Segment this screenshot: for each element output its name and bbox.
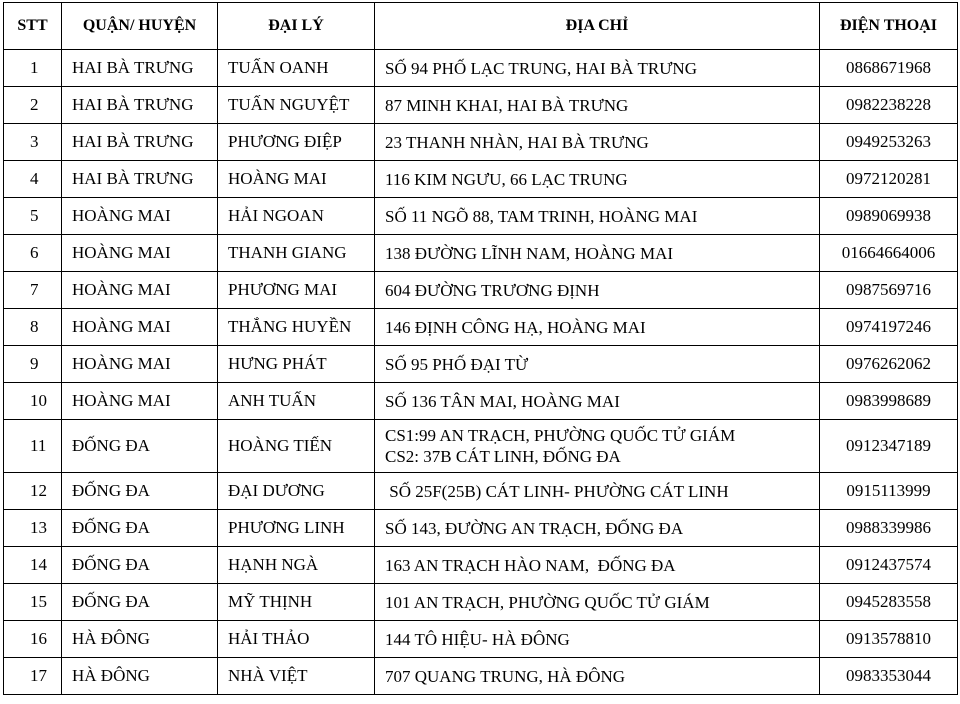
row-agent: HOÀNG TIẾN xyxy=(218,420,375,473)
row-phone: 0974197246 xyxy=(820,309,958,346)
row-phone: 0988339986 xyxy=(820,510,958,547)
row-stt: 3 xyxy=(4,124,62,161)
row-district: ĐỐNG ĐA xyxy=(62,473,218,510)
row-district: HOÀNG MAI xyxy=(62,198,218,235)
row-district: HOÀNG MAI xyxy=(62,346,218,383)
row-district: HOÀNG MAI xyxy=(62,309,218,346)
header-address: ĐỊA CHỈ xyxy=(375,3,820,50)
row-district: ĐỐNG ĐA xyxy=(62,584,218,621)
row-agent: ĐẠI DƯƠNG xyxy=(218,473,375,510)
row-phone: 0868671968 xyxy=(820,50,958,87)
row-agent: HẢI THẢO xyxy=(218,621,375,658)
row-phone: 0972120281 xyxy=(820,161,958,198)
row-stt: 8 xyxy=(4,309,62,346)
table-row xyxy=(4,124,958,161)
row-stt: 5 xyxy=(4,198,62,235)
row-phone: 0976262062 xyxy=(820,346,958,383)
row-phone: 0912437574 xyxy=(820,547,958,584)
row-address xyxy=(375,309,820,346)
row-agent: PHƯƠNG MAI xyxy=(218,272,375,309)
row-agent: HẠNH NGÀ xyxy=(218,547,375,584)
table-row xyxy=(4,272,958,309)
address-line: 144 TÔ HIỆU- HÀ ĐÔNG xyxy=(385,629,570,649)
row-stt: 16 xyxy=(4,621,62,658)
address-line: 116 KIM NGƯU, 66 LẠC TRUNG xyxy=(385,169,628,189)
row-address xyxy=(375,124,820,161)
row-stt: 13 xyxy=(4,510,62,547)
row-stt: 11 xyxy=(4,420,62,473)
address-line: 163 AN TRẠCH HÀO NAM, ĐỐNG ĐA xyxy=(385,555,676,575)
table-row xyxy=(4,50,958,87)
row-district: HAI BÀ TRƯNG xyxy=(62,161,218,198)
row-agent: PHƯƠNG ĐIỆP xyxy=(218,124,375,161)
table-row xyxy=(4,584,958,621)
row-address xyxy=(375,50,820,87)
row-stt: 10 xyxy=(4,383,62,420)
row-phone: 0949253263 xyxy=(820,124,958,161)
row-address xyxy=(375,621,820,658)
table-row xyxy=(4,621,958,658)
row-agent: TUẤN OANH xyxy=(218,50,375,87)
table-row xyxy=(4,473,958,510)
row-agent: HOÀNG MAI xyxy=(218,161,375,198)
table-row xyxy=(4,510,958,547)
row-phone: 0945283558 xyxy=(820,584,958,621)
table-row xyxy=(4,309,958,346)
agent-rows xyxy=(4,50,958,695)
row-address xyxy=(375,346,820,383)
row-agent: PHƯƠNG LINH xyxy=(218,510,375,547)
header-district: QUẬN/ HUYỆN xyxy=(62,3,218,50)
row-agent: HƯNG PHÁT xyxy=(218,346,375,383)
address-line: 138 ĐƯỜNG LĨNH NAM, HOÀNG MAI xyxy=(385,243,674,263)
address-line: 23 THANH NHÀN, HAI BÀ TRƯNG xyxy=(385,132,649,152)
address-line: SỐ 25F(25B) CÁT LINH- PHƯỜNG CÁT LINH xyxy=(385,481,729,501)
row-phone: 0982238228 xyxy=(820,87,958,124)
row-agent: MỸ THỊNH xyxy=(218,584,375,621)
table-row xyxy=(4,198,958,235)
address-line: SỐ 95 PHỐ ĐẠI TỪ xyxy=(385,354,529,374)
row-phone: 0983353044 xyxy=(820,658,958,695)
row-stt: 17 xyxy=(4,658,62,695)
row-phone: 01664664006 xyxy=(820,235,958,272)
header-phone: ĐIỆN THOẠI xyxy=(820,3,958,50)
row-address xyxy=(375,547,820,584)
row-stt: 1 xyxy=(4,50,62,87)
row-agent: NHÀ VIỆT xyxy=(218,658,375,695)
address-line: SỐ 11 NGÕ 88, TAM TRINH, HOÀNG MAI xyxy=(385,206,698,226)
table-row xyxy=(4,420,958,473)
row-agent: ANH TUẤN xyxy=(218,383,375,420)
row-address xyxy=(375,510,820,547)
address-line: SỐ 136 TÂN MAI, HOÀNG MAI xyxy=(385,391,620,411)
address-line: SỐ 143, ĐƯỜNG AN TRẠCH, ĐỐNG ĐA xyxy=(385,518,684,538)
table-row xyxy=(4,547,958,584)
row-district: HOÀNG MAI xyxy=(62,272,218,309)
address-line: CS1:99 AN TRẠCH, PHƯỜNG QUỐC TỬ GIÁM xyxy=(385,426,736,445)
header-stt: STT xyxy=(4,3,62,50)
row-district: ĐỐNG ĐA xyxy=(62,510,218,547)
row-stt: 9 xyxy=(4,346,62,383)
row-district: HAI BÀ TRƯNG xyxy=(62,124,218,161)
row-address xyxy=(375,272,820,309)
row-stt: 4 xyxy=(4,161,62,198)
row-district: ĐỐNG ĐA xyxy=(62,420,218,473)
header-row xyxy=(4,3,958,50)
table-row xyxy=(4,383,958,420)
address-line: 87 MINH KHAI, HAI BÀ TRƯNG xyxy=(385,95,629,115)
row-agent: TUẤN NGUYỆT xyxy=(218,87,375,124)
row-address xyxy=(375,87,820,124)
row-phone: 0987569716 xyxy=(820,272,958,309)
address-line: CS2: 37B CÁT LINH, ĐỐNG ĐA xyxy=(385,447,621,466)
row-district: HOÀNG MAI xyxy=(62,235,218,272)
row-agent: HẢI NGOAN xyxy=(218,198,375,235)
row-phone: 0913578810 xyxy=(820,621,958,658)
agent-table xyxy=(3,2,958,695)
table-row xyxy=(4,346,958,383)
row-address xyxy=(375,473,820,510)
address-line: 101 AN TRẠCH, PHƯỜNG QUỐC TỬ GIÁM xyxy=(385,592,710,612)
address-line: 707 QUANG TRUNG, HÀ ĐÔNG xyxy=(385,666,626,686)
table-row xyxy=(4,235,958,272)
row-stt: 2 xyxy=(4,87,62,124)
address-line: 604 ĐƯỜNG TRƯƠNG ĐỊNH xyxy=(385,280,600,300)
row-district: ĐỐNG ĐA xyxy=(62,547,218,584)
header-agent: ĐẠI LÝ xyxy=(218,3,375,50)
row-address xyxy=(375,420,820,473)
row-agent: THANH GIANG xyxy=(218,235,375,272)
row-address xyxy=(375,658,820,695)
row-district: HAI BÀ TRƯNG xyxy=(62,50,218,87)
table-row xyxy=(4,658,958,695)
row-district: HOÀNG MAI xyxy=(62,383,218,420)
row-address xyxy=(375,161,820,198)
row-phone: 0912347189 xyxy=(820,420,958,473)
row-phone: 0989069938 xyxy=(820,198,958,235)
agent-list-sheet xyxy=(3,2,957,695)
row-district: HAI BÀ TRƯNG xyxy=(62,87,218,124)
row-address xyxy=(375,584,820,621)
row-address xyxy=(375,383,820,420)
row-phone: 0983998689 xyxy=(820,383,958,420)
row-agent: THẮNG HUYỀN xyxy=(218,309,375,346)
table-row xyxy=(4,161,958,198)
address-line: 146 ĐỊNH CÔNG HẠ, HOÀNG MAI xyxy=(385,317,646,337)
row-phone: 0915113999 xyxy=(820,473,958,510)
row-stt: 15 xyxy=(4,584,62,621)
row-address xyxy=(375,198,820,235)
address-line: SỐ 94 PHỐ LẠC TRUNG, HAI BÀ TRƯNG xyxy=(385,58,697,78)
row-district: HÀ ĐÔNG xyxy=(62,621,218,658)
row-stt: 7 xyxy=(4,272,62,309)
row-address xyxy=(375,235,820,272)
row-stt: 14 xyxy=(4,547,62,584)
row-stt: 6 xyxy=(4,235,62,272)
table-row xyxy=(4,87,958,124)
row-district: HÀ ĐÔNG xyxy=(62,658,218,695)
row-stt: 12 xyxy=(4,473,62,510)
